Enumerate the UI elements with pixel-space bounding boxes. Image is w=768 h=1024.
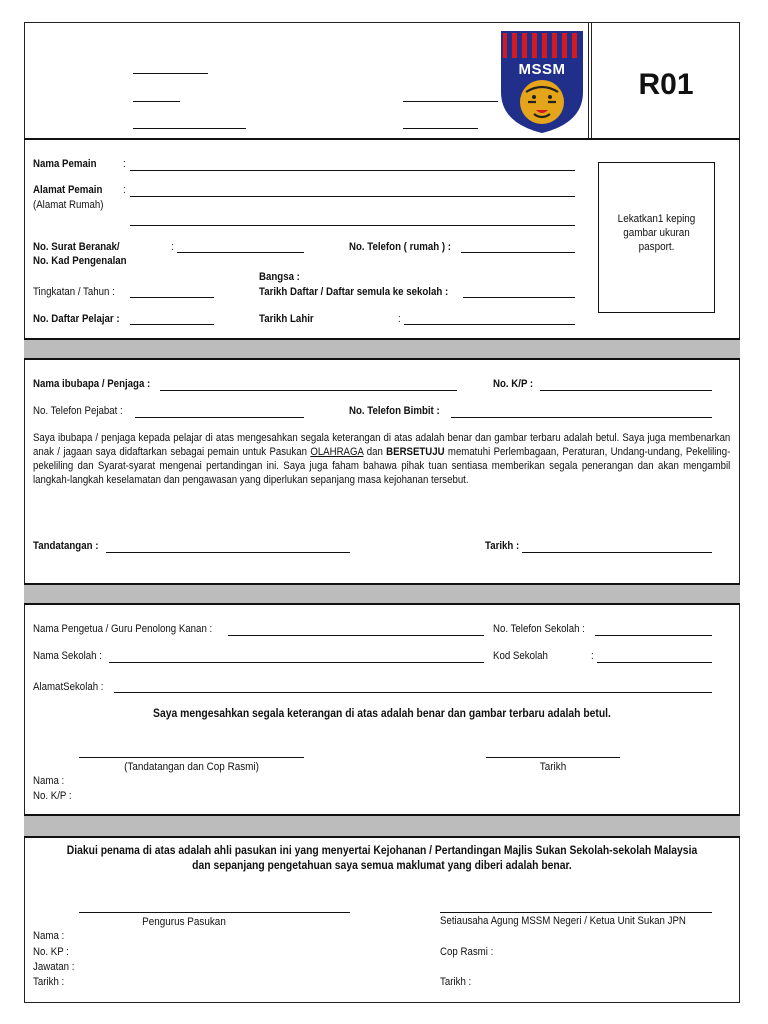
header-bottom-rule: [24, 138, 740, 140]
label-telefon-pejabat: No. Telefon Pejabat :: [33, 405, 123, 417]
caption-tarikh-sekolah: Tarikh: [539, 761, 567, 773]
logo-text: MSSM: [518, 61, 566, 78]
photo-box-text: Lekatkan1 keping gambar ukuran pasport.: [617, 213, 696, 253]
field-setiausaha[interactable]: [440, 912, 712, 913]
field-tarikh-daftar[interactable]: [463, 297, 575, 298]
field-tarikh-ibubapa[interactable]: [522, 552, 712, 553]
label-tarikh-pengurus: Tarikh :: [33, 976, 65, 988]
team-statement-line-2: dan sepanjang pengetahuan saya semua maklumat yang diberi adalah benar.: [192, 860, 572, 872]
section-band-2: [24, 583, 740, 605]
field-alamat-pemain-2[interactable]: [130, 225, 575, 226]
label-nama-sekolah: Nama Sekolah :: [33, 650, 102, 662]
label-nama-pemain: Nama Pemain: [33, 158, 97, 170]
field-pengurus-pasukan[interactable]: [79, 912, 350, 913]
label-jawatan-pengurus: Jawatan :: [33, 961, 75, 973]
label-telefon-sekolah: No. Telefon Sekolah :: [493, 623, 585, 635]
mssm-logo-icon: [500, 30, 584, 134]
colon-kod-sekolah: :: [591, 650, 594, 662]
field-nama-ibubapa[interactable]: [160, 390, 457, 391]
field-tingkatan[interactable]: [130, 297, 214, 298]
parent-declaration: [33, 431, 730, 487]
colon-alamat-pemain: :: [123, 184, 126, 196]
colon-no-surat: :: [171, 241, 174, 253]
label-no-telefon-rumah: No. Telefon ( rumah ) :: [349, 241, 451, 253]
field-telefon-pejabat[interactable]: [135, 417, 304, 418]
label-tarikh-lahir: Tarikh Lahir: [259, 313, 314, 325]
caption-pengurus-pasukan: Pengurus Pasukan: [142, 916, 226, 928]
header-divider: [588, 22, 589, 138]
header-blank-5: [403, 128, 478, 129]
field-tandatangan-cop[interactable]: [79, 757, 304, 758]
field-alamat-pemain-1[interactable]: [130, 196, 575, 197]
parent-declaration-part-1: Saya ibubapa / penjaga kepada pelajar di atas mengesahkan segala keterangan di atas adalah benar dan gambar terbaru adalah betul. Saya juga membenarkan anak / jagaan saya didaftarkan sebagai pemain untuk Pasukan: [33, 432, 731, 458]
label-no-kad-pengenalan: No. Kad Pengenalan: [33, 255, 127, 267]
label-tarikh-ibubapa: Tarikh :: [485, 540, 520, 552]
label-tarikh-daftar: Tarikh Daftar / Daftar semula ke sekolah :: [259, 286, 449, 298]
field-no-kp-ibubapa[interactable]: [540, 390, 712, 391]
field-no-surat-beranak[interactable]: [177, 252, 304, 253]
bersetuju-text: BERSETUJU: [386, 446, 445, 458]
field-telefon-sekolah[interactable]: [595, 635, 712, 636]
label-bangsa: Bangsa :: [259, 271, 300, 283]
field-tarikh-sekolah[interactable]: [486, 757, 620, 758]
caption-setiausaha: Setiausaha Agung MSSM Negeri / Ketua Unit Sukan JPN: [440, 915, 686, 927]
label-no-kp-ibubapa: No. K/P :: [493, 378, 534, 390]
header-blank-4: [403, 101, 498, 102]
header-blank-1: [133, 73, 208, 74]
label-nama-ibubapa: Nama ibubapa / Penjaga :: [33, 378, 151, 390]
label-nama-pengurus: Nama :: [33, 930, 65, 942]
field-nama-sekolah[interactable]: [109, 662, 484, 663]
header-blank-3: [133, 128, 246, 129]
field-nama-pengetua[interactable]: [228, 635, 484, 636]
parent-declaration-part-2: mematuhi Perlembagaan, Peraturan, Undang-undang, Pekeliling-pekeliling dan Syarat-syarat mengenai pertandingan ini. Saya juga faham bahawa pihak tuan sentiasa memberikan segala penerangan dan akan mengambil langkah-langkah keselamatan dan pengawasan yang diperlukan sepanjang masa kejohanan tersebut.: [33, 446, 731, 486]
section-band-1: [24, 338, 740, 360]
label-no-kp-pengurus: No. KP :: [33, 946, 69, 958]
field-tandatangan[interactable]: [106, 552, 350, 553]
section-band-3: [24, 814, 740, 838]
school-declaration: Saya mengesahkan segala keterangan di atas adalah benar dan gambar terbaru adalah betul.: [153, 708, 611, 720]
form-code: R01: [638, 68, 694, 101]
label-no-kp-pengetua: No. K/P :: [33, 790, 72, 802]
label-tarikh-setiausaha: Tarikh :: [440, 976, 472, 988]
team-statement-line-1: Diakui penama di atas adalah ahli pasukan ini yang menyertai Kejohanan / Pertandingan Majlis Sukan Sekolah-sekolah Malaysia: [66, 845, 698, 857]
label-nama-pengetua-sign: Nama :: [33, 775, 65, 787]
field-telefon-bimbit[interactable]: [451, 417, 712, 418]
label-no-surat-beranak: No. Surat Beranak/: [33, 241, 120, 253]
olahraga-text: OLAHRAGA: [310, 446, 364, 458]
label-kod-sekolah: Kod Sekolah: [493, 650, 548, 662]
label-no-daftar-pelajar: No. Daftar Pelajar :: [33, 313, 120, 325]
field-kod-sekolah[interactable]: [597, 662, 712, 663]
colon-tarikh-lahir: :: [398, 313, 401, 325]
field-nama-pemain[interactable]: [130, 170, 575, 171]
label-alamat-sekolah: AlamatSekolah :: [33, 681, 104, 693]
label-tandatangan: Tandatangan :: [33, 540, 99, 552]
label-tingkatan: Tingkatan / Tahun :: [33, 286, 115, 298]
field-no-telefon-rumah[interactable]: [461, 252, 575, 253]
parent-declaration-dan: dan: [363, 446, 387, 458]
field-no-daftar-pelajar[interactable]: [130, 324, 214, 325]
field-alamat-sekolah[interactable]: [114, 692, 712, 693]
label-telefon-bimbit: No. Telefon Bimbit :: [349, 405, 440, 417]
header-blank-2: [133, 101, 180, 102]
label-cop-rasmi: Cop Rasmi :: [440, 946, 494, 958]
label-nama-pengetua: Nama Pengetua / Guru Penolong Kanan :: [33, 623, 213, 635]
label-alamat-rumah: (Alamat Rumah): [33, 199, 104, 211]
field-tarikh-lahir[interactable]: [404, 324, 575, 325]
label-alamat-pemain: Alamat Pemain: [33, 184, 103, 196]
caption-tandatangan-cop: (Tandatangan dan Cop Rasmi): [124, 761, 259, 773]
colon-nama-pemain: :: [123, 158, 126, 170]
